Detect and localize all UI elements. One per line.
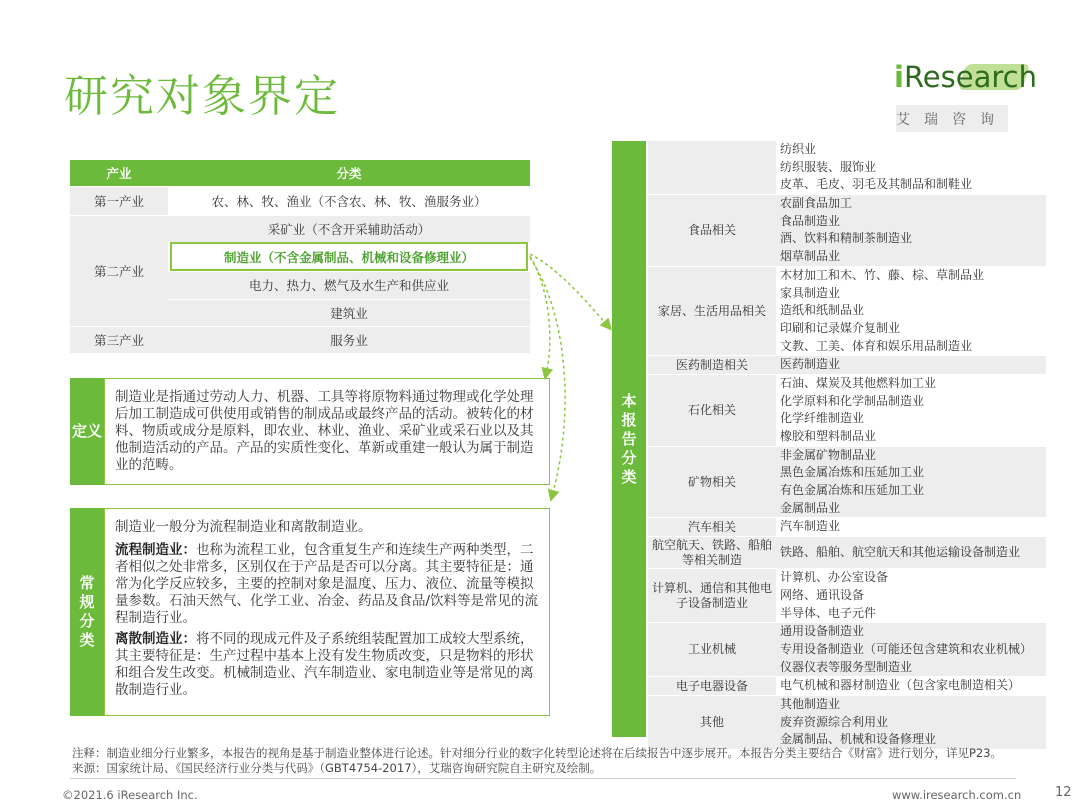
industry-classification-table	[70, 160, 530, 353]
common-intro: 制造业一般分为流程制造业和离散制造业。	[115, 519, 372, 535]
report-item: 金属制品业	[780, 500, 841, 515]
report-item: 烟草制品业	[780, 249, 841, 264]
report-classification-table	[648, 141, 1046, 750]
iresearch-logo	[892, 60, 1037, 128]
report-group	[648, 569, 1046, 623]
report-item: 文教、工美、体育和娱乐用品制造业	[780, 338, 973, 353]
secondary-item: 电力、热力、燃气及水生产和供应业	[168, 271, 530, 298]
copyright: ©2021.6 iResearch Inc.	[62, 788, 198, 802]
report-item: 纺织服装、服饰业	[780, 159, 877, 174]
report-group	[648, 623, 1046, 677]
report-group-category: 家居、生活用品相关	[648, 267, 776, 355]
report-item: 非金属矿物制品业	[780, 447, 877, 462]
report-item: 有色金属冶炼和压延加工业	[780, 483, 925, 498]
secondary-item: 建筑业	[168, 299, 530, 326]
discrete-label: 离散制造业：	[115, 631, 196, 647]
logo-i: i	[894, 60, 904, 94]
report-group	[648, 356, 1046, 375]
report-item: 网络、通讯设备	[780, 587, 865, 602]
report-group-category: 医药制造相关	[648, 356, 776, 374]
website-link[interactable]: www.iresearch.com.cn	[892, 788, 1022, 802]
common-box	[104, 508, 550, 716]
report-tag-text: 本报告分类	[621, 391, 637, 486]
report-item: 其他制造业	[780, 696, 841, 711]
primary-label: 第一产业	[70, 187, 168, 215]
note-text: 注释：制造业细分行业繁多，本报告的视角是基于制造业整体进行论述。针对细分行业的数字化转型论述将在后续报告中逐步展开。本报告分类主要结合《财富》进行划分，详见P23。	[72, 746, 1003, 760]
report-group	[648, 537, 1046, 569]
definition-tag: 定义	[70, 378, 104, 485]
report-group-category: 工业机械	[648, 623, 776, 676]
report-item: 造纸和纸制品业	[780, 303, 865, 318]
report-item: 石油、煤炭及其他燃料加工业	[780, 375, 937, 390]
report-item: 农副食品加工	[780, 196, 853, 211]
logo-subtitle: 艾瑞咨询	[896, 104, 1008, 132]
common-tag-text: 常规分类	[79, 574, 95, 649]
report-item: 半导体、电子元件	[780, 605, 877, 620]
report-item: 汽车制造业	[780, 519, 841, 534]
report-item: 医药制造业	[780, 357, 841, 372]
report-group	[648, 696, 1046, 750]
report-group-category: 食品相关	[648, 195, 776, 266]
report-item: 纺织业	[780, 142, 817, 156]
report-group-category: 计算机、通信和其他电子设备制造业	[648, 569, 776, 622]
primary-value: 农、林、牧、渔业（不含农、林、牧、渔服务业）	[168, 187, 530, 215]
report-item: 化学原料和化学制品制造业	[780, 393, 925, 408]
notes	[72, 746, 1002, 775]
report-item: 黑色金属冶炼和压延加工业	[780, 465, 925, 480]
definition-text: 制造业是指通过劳动人力、机器、工具等将原物料通过物理或化学处理后加工制造成可供使用或销售的制成品或最终产品的活动。被转化的材料、物质或成分是原料，即农业、林业、渔业、采矿业或采石业以及其他制造活动的产品。产品的实质性变化、革新或重建一般认为属于制造业的范畴。	[115, 389, 534, 473]
report-group-category: 汽车相关	[648, 518, 776, 536]
logo-brand: Research	[903, 60, 1037, 94]
report-item: 木材加工和木、竹、藤、棕、草制品业	[780, 267, 985, 282]
report-group	[648, 518, 1046, 537]
arrow-to-report	[530, 254, 608, 326]
report-item: 仪器仪表等服务型制造业	[780, 659, 913, 674]
page-number: 12	[1055, 785, 1072, 800]
report-group-category	[648, 141, 776, 194]
discrete-text: 将不同的现成元件及子系统组装配置加工成较大型系统，其主要特征是：生产过程中基本上没有发生物质改变，只是物料的形状和组合发生改变。机械制造业、汽车制造业、家电制造业等是常见的离散制造行业。	[115, 631, 534, 698]
tertiary-value: 服务业	[168, 327, 530, 353]
report-group	[648, 195, 1046, 267]
report-group	[648, 141, 1046, 195]
report-item: 酒、饮料和精制茶制造业	[780, 231, 913, 246]
definition-box	[104, 378, 550, 485]
report-item: 计算机、办公室设备	[780, 570, 889, 585]
report-group	[648, 677, 1046, 696]
report-item: 金属制品、机械和设备修理业	[780, 732, 937, 747]
report-item: 废弃资源综合利用业	[780, 714, 889, 729]
report-group	[648, 447, 1046, 519]
report-item: 化学纤维制造业	[780, 411, 865, 426]
row-tertiary	[70, 326, 530, 353]
row-primary	[70, 186, 530, 215]
common-tag	[70, 508, 104, 716]
report-item: 印刷和记录媒介复制业	[780, 320, 901, 335]
report-group-category: 石化相关	[648, 375, 776, 446]
process-text: 也称为流程工业，包含重复生产和连续生产两种类型，二者相似之处非常多，区别仅在于产品是否可以分离。其主要特征是：通常为化学反应较多，主要的控制对象是温度、压力、液位、流量等模拟量参数。石油天然气、化学工业、冶金、药品及食品/饮料等是常见的流程制造行业。	[115, 542, 539, 626]
report-item: 通用设备制造业	[780, 624, 865, 639]
report-item: 家具制造业	[780, 285, 841, 300]
report-group-category: 电子电器设备	[648, 677, 776, 695]
page-title: 研究对象界定	[64, 71, 340, 122]
report-group	[648, 375, 1046, 447]
table-header	[70, 160, 530, 186]
row-secondary	[70, 215, 530, 326]
process-label: 流程制造业：	[115, 542, 196, 558]
report-group-category: 其他	[648, 696, 776, 749]
report-group	[648, 267, 1046, 356]
secondary-item: 采矿业（不含开采辅助活动）	[168, 216, 530, 242]
header-industry: 产业	[106, 166, 132, 181]
report-group-category: 矿物相关	[648, 447, 776, 518]
report-tag	[612, 141, 646, 737]
report-group-category: 航空航天、铁路、船舶等相关制造	[648, 537, 776, 568]
report-item: 皮革、毛皮、羽毛及其制品和制鞋业	[780, 177, 973, 192]
secondary-item-highlight: 制造业（不含金属制品、机械和设备修理业）	[170, 242, 528, 271]
secondary-label: 第二产业	[70, 216, 168, 326]
header-category: 分类	[336, 166, 362, 181]
tertiary-label: 第三产业	[70, 327, 168, 353]
footer-divider	[70, 778, 1016, 779]
report-item: 食品制造业	[780, 213, 841, 228]
report-item: 铁路、船舶、航空航天和其他运输设备制造业	[780, 545, 1021, 560]
report-item: 橡胶和塑料制品业	[780, 429, 877, 443]
report-item: 专用设备制造业（可能还包含建筑和农业机械）	[780, 641, 1033, 656]
source-text: 来源：国家统计局、《国民经济行业分类与代码》（GBT4754-2017），艾瑞咨询研究院自主研究及绘制。	[72, 760, 602, 775]
report-item: 电气机械和器材制造业（包含家电制造相关）	[780, 678, 1021, 693]
